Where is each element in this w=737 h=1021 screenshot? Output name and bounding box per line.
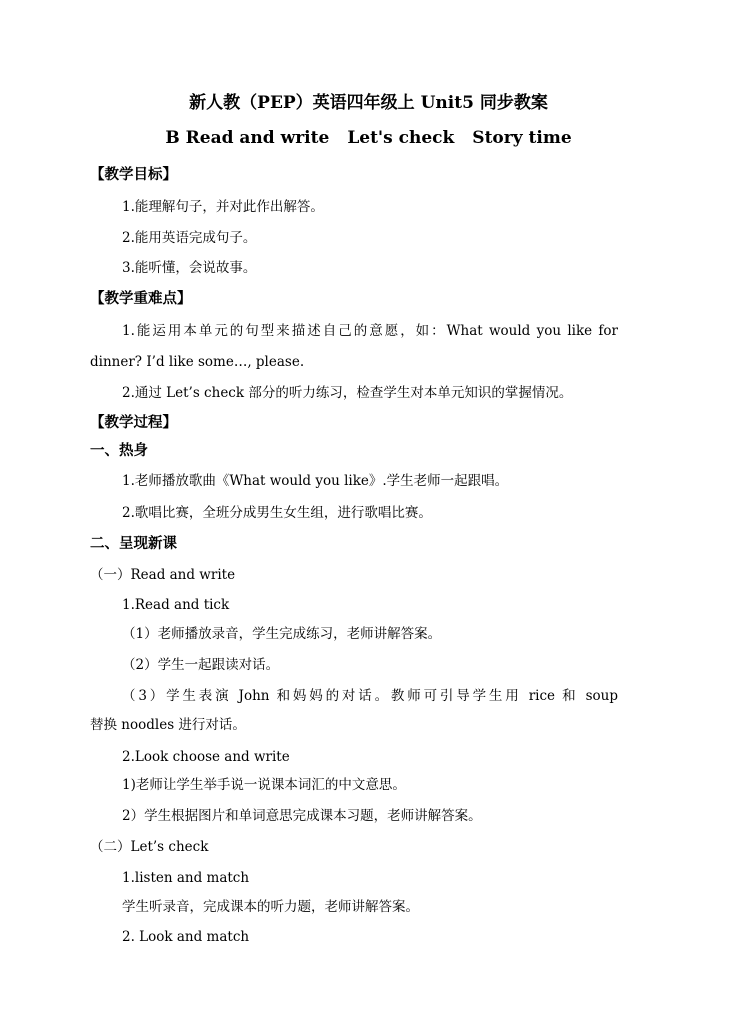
read-tick-title: 1.Read and tick [122, 597, 230, 613]
objective-item: 1.能理解句子，并对此作出解答。 [122, 199, 324, 215]
subtitle-part-story-time: Story time [472, 128, 572, 148]
key-point-1-line2: dinner? I’d like some…, please. [90, 354, 305, 370]
objective-item: 2.能用英语完成句子。 [122, 230, 257, 246]
key-point-2: 2.通过 Let’s check 部分的听力练习，检查学生对本单元知识的掌握情况。 [122, 385, 573, 401]
subtitle-part-read-write: B Read and write [165, 128, 330, 148]
warmup-heading: 一、热身 [90, 442, 148, 459]
process-heading: 【教学过程】 [90, 414, 177, 431]
listen-match-desc: 学生听录音，完成课本的听力题，老师讲解答案。 [122, 899, 419, 915]
key-point-1-line1: 1.能运用本单元的句型来描述自己的意愿，如：What would you like for [122, 323, 618, 339]
document-title: 新人教（PEP）英语四年级上 Unit5 同步教案 [189, 93, 548, 113]
look-match-title: 2. Look and match [122, 929, 250, 945]
objective-item: 3.能听懂，会说故事。 [122, 260, 257, 276]
objectives-heading: 【教学目标】 [90, 166, 177, 183]
read-tick-step: （2）学生一起跟读对话。 [122, 657, 280, 673]
new-lesson-heading: 二、呈现新课 [90, 535, 177, 552]
part1-heading: （一）Read and write [90, 567, 236, 583]
document-subtitle [0, 128, 737, 148]
warmup-item: 2.歌唱比赛，全班分成男生女生组，进行歌唱比赛。 [122, 505, 432, 521]
look-choose-title: 2.Look choose and write [122, 749, 290, 765]
key-points-heading: 【教学重难点】 [90, 290, 192, 307]
look-choose-step: 1)老师让学生举手说一说课本词汇的中文意思。 [122, 777, 406, 793]
subtitle-part-lets-check: Let's check [347, 128, 455, 148]
look-choose-step: 2）学生根据图片和单词意思完成课本习题，老师讲解答案。 [122, 808, 482, 824]
listen-match-title: 1.listen and match [122, 870, 250, 886]
read-tick-step: （3）学生表演 John 和妈妈的对话。教师可引导学生用 rice 和 soup [122, 688, 618, 704]
part2-heading: （二）Let’s check [90, 839, 209, 855]
read-tick-step-cont: 替换 noodles 进行对话。 [90, 717, 246, 733]
read-tick-step: （1）老师播放录音，学生完成练习，老师讲解答案。 [122, 626, 442, 642]
warmup-item: 1.老师播放歌曲《What would you like》.学生老师一起跟唱。 [122, 473, 509, 489]
